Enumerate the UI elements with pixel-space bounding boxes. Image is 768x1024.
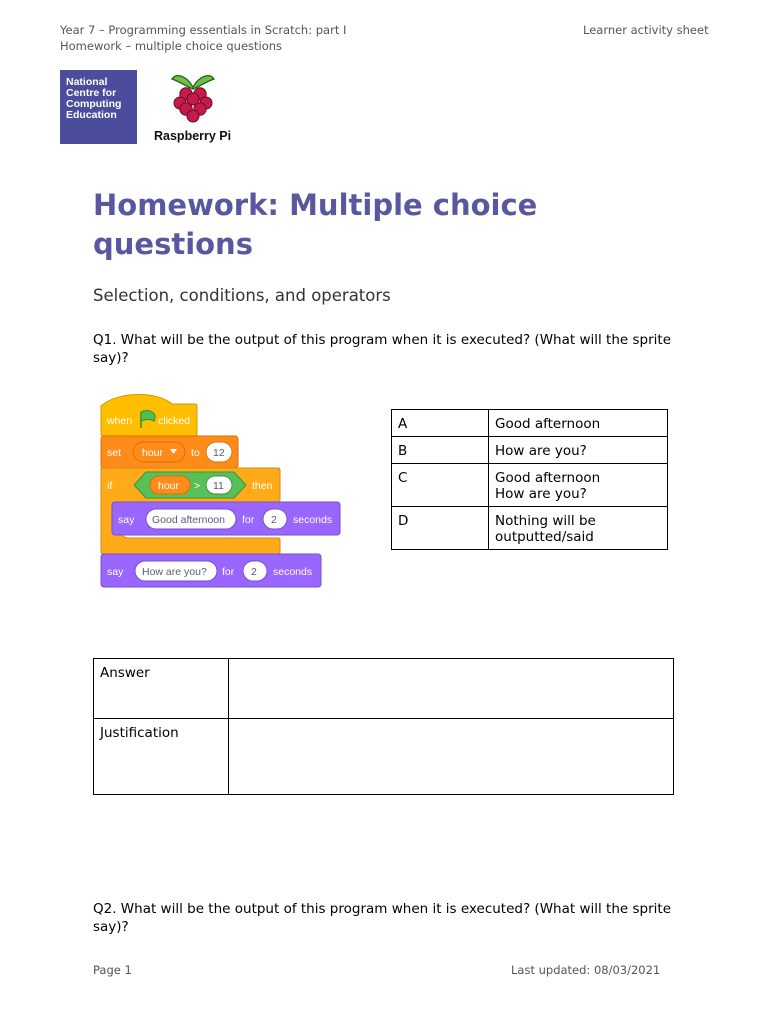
block-text: How are you? [142, 566, 207, 578]
option-letter: D [392, 507, 489, 550]
block-text: then [252, 480, 273, 492]
answer-field[interactable] [229, 659, 674, 719]
justification-label: Justification [94, 719, 229, 795]
block-text: clicked [158, 415, 191, 427]
block-text: seconds [293, 514, 333, 526]
scratch-program [100, 390, 345, 595]
justification-field[interactable] [229, 719, 674, 795]
block-text: Good afternoon [152, 514, 225, 526]
page-subtitle: Selection, conditions, and operators [93, 286, 391, 305]
page-title [93, 186, 693, 264]
option-row[interactable] [392, 464, 668, 507]
q1-options-table [391, 409, 668, 550]
block-text: to [191, 447, 200, 459]
option-row[interactable] [392, 507, 668, 550]
block-text: say [118, 514, 135, 526]
ncce-logo-line: Centre for [66, 87, 117, 99]
option-text-line: Nothing will be [495, 513, 596, 529]
block-text: for [222, 566, 235, 578]
block-text: say [107, 566, 124, 578]
footer-page-number: Page 1 [93, 963, 132, 977]
option-text [489, 464, 668, 507]
option-text-line: How are you? [495, 486, 587, 502]
block-text: 2 [251, 566, 257, 578]
ncce-logo-line: Education [66, 109, 117, 121]
footer-last-updated: Last updated: 08/03/2021 [511, 963, 661, 977]
question-1-text: Q1. What will be the output of this program when it is executed? (What will the sprite say)? [93, 332, 671, 366]
block-text: hour [158, 480, 180, 492]
ncce-logo-line: National [66, 76, 108, 88]
page-title-line: questions [93, 227, 253, 261]
block-text: 2 [271, 514, 277, 526]
block-text: set [107, 447, 122, 459]
header-doc-title [60, 22, 346, 54]
block-text: if [107, 480, 113, 492]
raspberry-pi-icon [166, 69, 220, 127]
block-text: seconds [273, 566, 313, 578]
block-text: 12 [213, 447, 225, 459]
option-text-line: How are you? [495, 443, 587, 459]
option-text-line: Good afternoon [495, 470, 601, 486]
option-letter: B [392, 437, 489, 464]
block-text: 11 [213, 480, 224, 492]
q1-answer-table [93, 658, 674, 795]
block-text: when [107, 415, 133, 427]
header-line-1: Year 7 – Programming essentials in Scratch: part I [60, 23, 347, 37]
ncce-logo-line: Computing [66, 98, 122, 110]
option-text [489, 437, 668, 464]
block-text: hour [142, 447, 164, 459]
block-text: for [242, 514, 255, 526]
option-letter: A [392, 410, 489, 437]
answer-label: Answer [94, 659, 229, 719]
option-row[interactable] [392, 410, 668, 437]
option-letter: C [392, 464, 489, 507]
option-row[interactable] [392, 437, 668, 464]
option-text-line: Good afternoon [495, 416, 601, 432]
block-text: > [194, 480, 201, 492]
header-sheet-type: Learner activity sheet [583, 23, 709, 37]
raspberry-pi-label: Raspberry Pi [154, 129, 232, 143]
option-text [489, 410, 668, 437]
option-text-line: outputted/said [495, 529, 594, 545]
ncce-logo [60, 70, 137, 144]
header-line-2: Homework – multiple choice questions [60, 39, 283, 53]
question-2-text: Q2. What will be the output of this program when it is executed? (What will the sprite say)? [93, 901, 671, 935]
option-text [489, 507, 668, 550]
page-title-line: Homework: Multiple choice [93, 188, 538, 222]
